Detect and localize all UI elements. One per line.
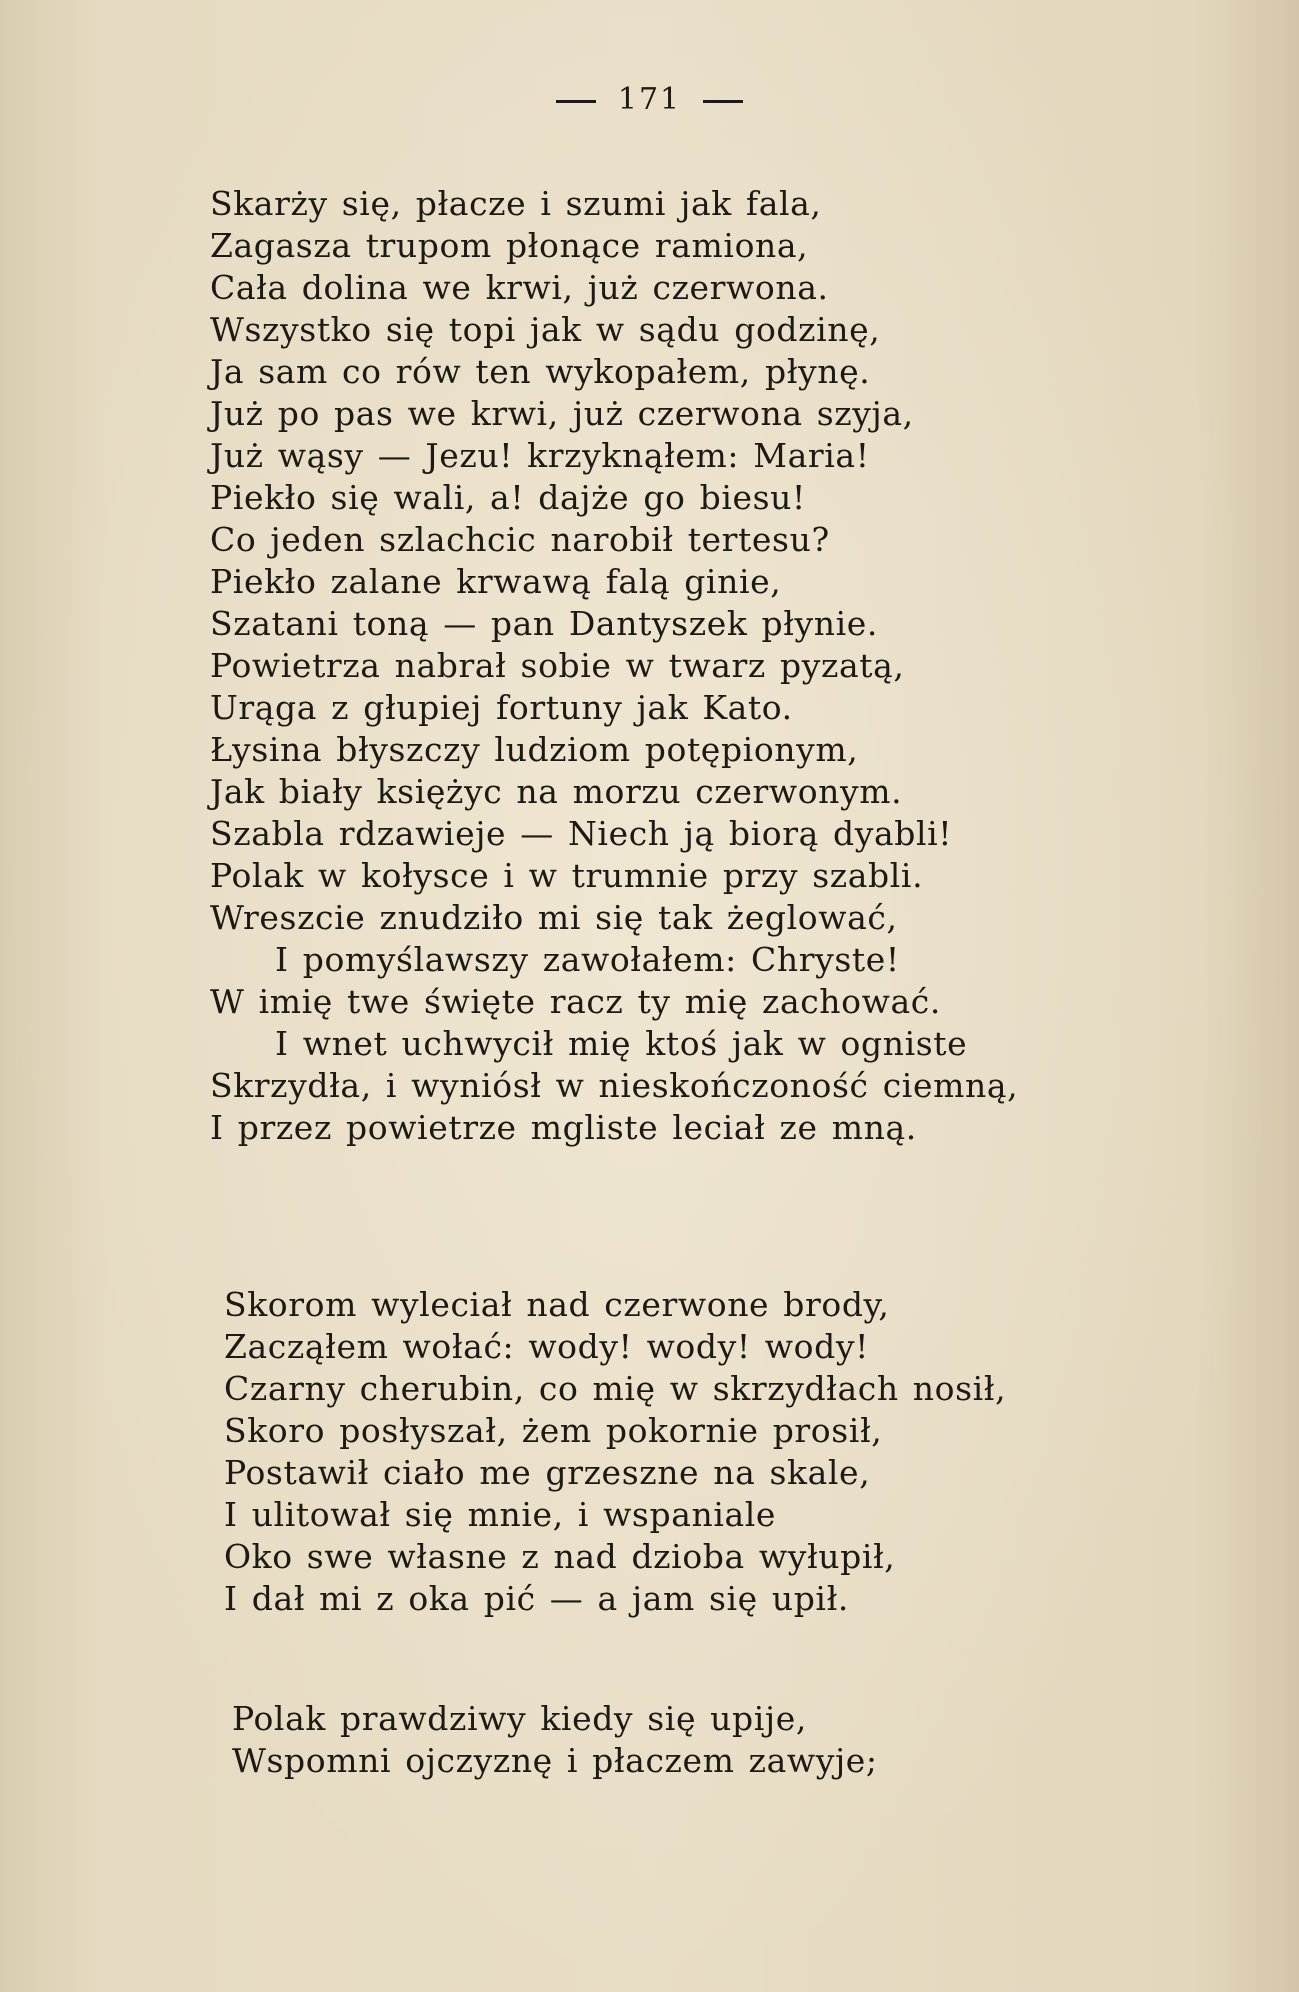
verse-line: I pomyślawszy zawołałem: Chryste! <box>275 940 900 979</box>
verse-line: Wszystko się topi jak w sądu godzinę, <box>210 310 881 349</box>
verse-line: Oko swe własne z nad dzioba wyłupił, <box>224 1537 896 1576</box>
verse-line: Szatani toną — pan Dantyszek płynie. <box>210 604 878 643</box>
page-header <box>0 82 1299 117</box>
verse-line: Cała dolina we krwi, już czerwona. <box>210 268 829 307</box>
verse-line: Wspomni ojczyznę i płaczem zawyje; <box>232 1741 878 1780</box>
verse-line: I dał mi z oka pić — a jam się upił. <box>224 1579 849 1618</box>
verse-line: Jak biały księżyc na morzu czerwonym. <box>210 772 903 811</box>
verse-line: Szabla rdzawieje — Niech ją biorą dyabli! <box>210 814 953 853</box>
verse-line: Już wąsy — Jezu! krzyknąłem: Maria! <box>210 436 870 475</box>
stanza-2 <box>224 1284 1264 1620</box>
verse-line: Zagasza trupom płonące ramiona, <box>210 226 809 265</box>
verse-line: I przez powietrze mgliste leciał ze mną. <box>210 1108 917 1147</box>
verse-line: W imię twe święte racz ty mię zachować. <box>210 982 941 1021</box>
header-dash-left <box>556 100 596 103</box>
verse-line: Skarży się, płacze i szumi jak fala, <box>210 184 822 223</box>
verse-line: Wreszcie znudziło mi się tak żeglować, <box>210 898 898 937</box>
verse-line: Powietrza nabrał sobie w twarz pyzatą, <box>210 646 905 685</box>
verse-line: Polak w kołysce i w trumnie przy szabli. <box>210 856 924 895</box>
verse-line: Co jeden szlachcic narobił tertesu? <box>210 520 830 559</box>
verse-line: Piekło się wali, a! dajże go biesu! <box>210 478 806 517</box>
verse-line: I wnet uchwycił mię ktoś jak w ogniste <box>275 1024 968 1063</box>
verse-line: Skoro posłyszał, żem pokornie prosił, <box>224 1411 883 1450</box>
verse-line: Ja sam co rów ten wykopałem, płynę. <box>210 352 871 391</box>
verse-line: Czarny cherubin, co mię w skrzydłach nosił, <box>224 1369 1007 1408</box>
verse-line: Skrzydła, i wyniósł w nieskończoność ciemną, <box>210 1066 1019 1105</box>
page-number: 171 <box>617 82 682 117</box>
verse-line: Polak prawdziwy kiedy się upije, <box>232 1699 807 1738</box>
verse-line: Piekło zalane krwawą falą ginie, <box>210 562 782 601</box>
verse-line: Skorom wyleciał nad czerwone brody, <box>224 1285 890 1324</box>
verse-line: Postawił ciało me grzeszne na skale, <box>224 1453 871 1492</box>
verse-line: Urąga z głupiej fortuny jak Kato. <box>210 688 793 727</box>
stanza-3 <box>232 1698 1272 1782</box>
verse-line: Już po pas we krwi, już czerwona szyja, <box>210 394 914 433</box>
header-dash-right <box>703 100 743 103</box>
verse-line: Zacząłem wołać: wody! wody! wody! <box>224 1327 869 1366</box>
stanza-1 <box>210 183 1250 1149</box>
verse-line: I ulitował się mnie, i wspaniale <box>224 1495 777 1534</box>
verse-line: Łysina błyszczy ludziom potępionym, <box>210 730 859 769</box>
